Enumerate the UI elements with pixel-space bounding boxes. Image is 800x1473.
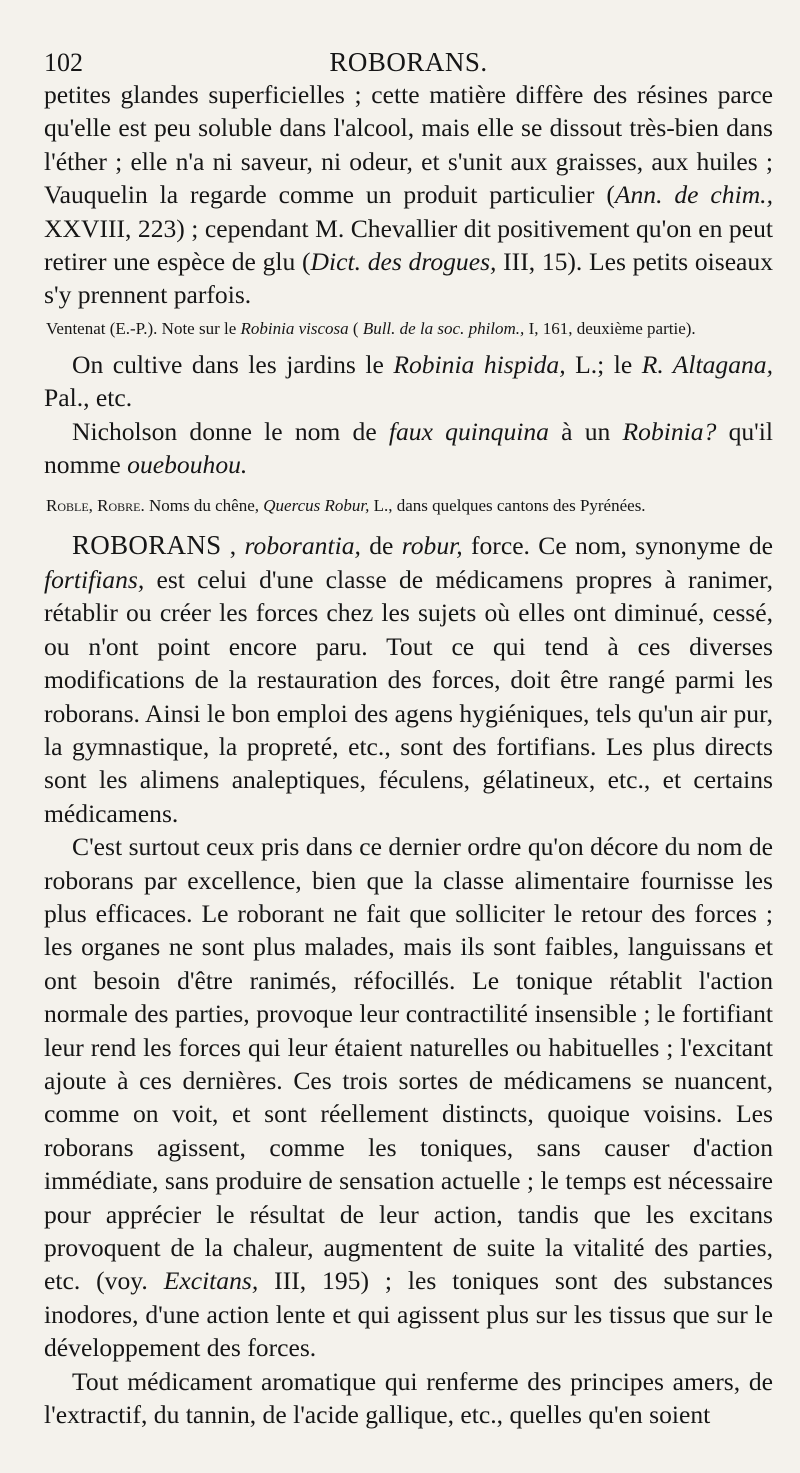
species-name: R. Altagana,	[641, 349, 773, 379]
citation-title: Bull. de la soc. philom.,	[362, 318, 525, 338]
citation-title: Dict. des drogues,	[310, 247, 497, 277]
synonym-term: fortifians,	[44, 564, 145, 594]
text-run: Pal., etc.	[44, 383, 133, 413]
species-name: Robinia hispida,	[393, 349, 566, 379]
entry-roble-robre	[44, 493, 773, 519]
text-run: petites glandes superficielles ; cette matière diffère des résines parce qu'elle est peu soluble dans l'alcool, mais elle se dissout très-bien dans l'éther ; elle n'a ni saveur, ni odeur, et s'unit aux graisses, aux huiles ; Vauquelin la regarde comme un produit particulier (	[44, 80, 773, 210]
text-run: III, 195) ; les toniques sont des substances inodores, d'une action lente et qui agissent plus sur les tissus que sur le développement des forces.	[44, 1266, 773, 1363]
latin-term: robur,	[401, 531, 463, 561]
text-run: L., dans quelques cantons des Pyrénées.	[369, 496, 646, 516]
paragraph-resin-continuation	[44, 78, 773, 312]
latin-term: roborantia,	[244, 531, 361, 561]
text-run: Tout médicament aromatique qui renferme des principes amers, de l'extractif, du tannin, de l'acide gallique, etc., quelles qu'en soient	[44, 1366, 773, 1430]
species-name: Robinia?	[622, 416, 717, 446]
text-run: qu'il nomme	[44, 416, 774, 480]
text-run: Nicholson donne le nom de	[72, 416, 389, 446]
text-run: I, 161, deuxième partie).	[524, 318, 696, 338]
text-run: On cultive dans les jardins le	[72, 349, 394, 379]
text-run: est celui d'une classe de médicamens propres à ranimer, rétablir ou créer les forces chez les sujets où elles ont diminué, cessé, ou n'ont point encore paru. Tout ce qui tend à ces diverses modifications de la restauration des forces, doit être rangé parmi les roborans. Ainsi le bon emploi des agens hygiéniques, tels qu'un air pur, la gymnastique, la propreté, etc., sont des fortifians. Les plus directs sont les alimens analeptiques, féculens, gélatineux, etc., et certains médicamens.	[44, 564, 773, 828]
text-run: C'est surtout ceux pris dans ce dernier ordre qu'on décore du nom de roborans par excellence, bien que la classe alimentaire fournisse les plus efficaces. Le roborant ne fait que solliciter le retour des forces ; les organes ne sont plus malades, mais ils sont faibles, languissans et ont besoin d'être ranimés, réfocillés. Le tonique rétablit l'action normale des parties, provoque leur contractilité insensible ; le fortifiant leur rend les forces qui leur étaient naturelles ou habituelles ; l'excitant ajoute à ces dernières. Ces trois sortes de médicamens se nuancent, comme on voit, et sont réellement distincts, quoique voisins. Les roborans agissent, comme les toniques, sans causer d'action immédiate, sans produire de sensation actuelle ; le temps est nécessaire pour apprécier le résultat de leur action, tandis que les excitans provoquent de la chaleur, augmentent de suite la vitalité des parties, etc. (voy.	[44, 832, 773, 1296]
entry-headword: Roble, Robre.	[46, 496, 145, 516]
text-run: Noms du chêne,	[144, 496, 264, 516]
text-run: force. Ce nom, synonyme de	[462, 531, 773, 561]
page-number: 102	[44, 48, 83, 77]
entry-headword: ROBORANS	[72, 530, 222, 561]
text-run: ,	[221, 531, 245, 561]
text-run: III, 15). Les petits oiseaux s'y prennent parfois.	[44, 247, 774, 310]
species-name: ouebouhou.	[127, 450, 248, 480]
text-run: Ventenat (E.-P.). Note sur le	[46, 318, 241, 338]
text-run: à un	[548, 416, 623, 446]
paragraph-robinia-cultivation	[44, 348, 773, 415]
paragraph-nicholson	[44, 415, 773, 482]
footnote-ventenat	[44, 316, 773, 342]
running-title: ROBORANS.	[329, 47, 488, 77]
text-run: de	[360, 531, 402, 561]
text-run: (	[348, 318, 363, 338]
text-run: L.; le	[565, 349, 642, 379]
citation-title: Ann. de chim.,	[614, 180, 773, 210]
species-name: Robinia viscosa	[240, 318, 349, 338]
paragraph-aromatic-medicament	[44, 1365, 773, 1432]
species-name: faux quinquina	[388, 416, 549, 446]
cross-reference: Excitans,	[163, 1266, 259, 1296]
entry-roborans	[44, 529, 773, 830]
page-header	[44, 42, 773, 78]
paragraph-roborans-excellence	[44, 830, 773, 1365]
text-run: XXVIII, 223) ; cependant M. Chevallier dit positivement qu'on en peut retirer une espèce de glu (	[44, 213, 773, 277]
species-name: Quercus Robur,	[263, 496, 370, 516]
